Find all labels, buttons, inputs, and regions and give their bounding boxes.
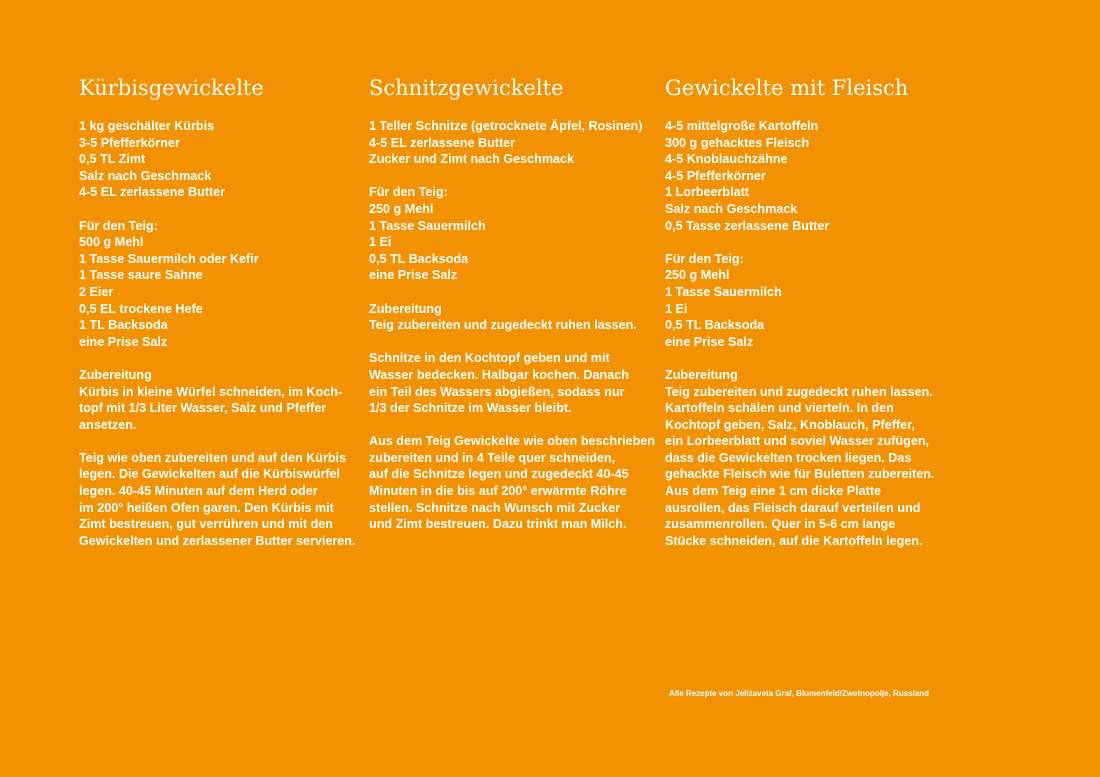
text-line: stellen. Schnitze nach Wunsch mit Zucker: [369, 500, 621, 515]
ingredients-block: [665, 118, 955, 234]
text-line: Kartoffeln schälen und vierteln. In den: [665, 401, 894, 416]
text-line: 0,5 TL Backsoda: [665, 318, 765, 333]
text-line: Wasser bedecken. Halbgar kochen. Danach: [369, 367, 629, 382]
text-line: 250 g Mehl: [369, 201, 434, 216]
dough-block: [665, 251, 955, 351]
text-line: 1 Ei: [665, 301, 688, 316]
text-line: 4-5 EL zerlassene Butter: [369, 135, 516, 150]
text-line: Zucker und Zimt nach Geschmack: [369, 152, 575, 167]
text-line: topf mit 1/3 Liter Wasser, Salz und Pfeffer: [79, 401, 327, 416]
text-line: 0,5 EL trockene Hefe: [79, 301, 203, 316]
text-line: ein Lorbeerblatt und soviel Wasser zufügen,: [665, 434, 930, 449]
preparation-block: [79, 367, 354, 433]
text-line: 3-5 Pfefferkörner: [79, 135, 180, 150]
text-line: 1 Ei: [369, 235, 392, 250]
text-line: 250 g Mehl: [665, 268, 730, 283]
text-line: Stücke schneiden, auf die Kartoffeln legen.: [665, 533, 923, 548]
text-line: 1 Tasse Sauermilch: [369, 218, 486, 233]
ingredients-block: [79, 118, 354, 201]
text-line: 4-5 Knoblauchzähne: [665, 152, 788, 167]
text-line: 500 g Mehl: [79, 235, 144, 250]
dough-block: [369, 184, 644, 284]
text-line: Für den Teig:: [665, 251, 744, 266]
text-line: 1 Tasse Sauermilch oder Kefir: [79, 251, 259, 266]
text-line: Salz nach Geschmack: [79, 168, 212, 183]
text-line: zubereiten und in 4 Teile quer schneiden,: [369, 450, 616, 465]
instructions-block: [79, 450, 354, 550]
text-line: ein Teil des Wassers abgießen, sodass nur: [369, 384, 625, 399]
text-line: 0,5 Tasse zerlassene Butter: [665, 218, 830, 233]
text-line: eine Prise Salz: [665, 334, 754, 349]
text-line: Für den Teig:: [369, 185, 448, 200]
text-line: Zubereitung: [369, 301, 442, 316]
text-line: Schnitze in den Kochtopf geben und mit: [369, 351, 610, 366]
text-line: ansetzen.: [79, 417, 137, 432]
text-line: 1 Teller Schnitze (getrocknete Äpfel, Rosinen): [369, 119, 643, 133]
text-line: legen. Die Gewickelten auf die Kürbiswürfel: [79, 467, 341, 482]
text-line: und Zimt bestreuen. Dazu trinkt man Milch.: [369, 517, 627, 532]
recipe-title: Kürbisgewickelte: [79, 76, 264, 100]
text-line: zusammenrollen. Quer in 5-6 cm lange: [665, 517, 896, 532]
text-line: 0,5 TL Zimt: [79, 152, 146, 167]
recipe-column-kuerbisgewickelte: [79, 74, 354, 566]
recipe-title: Gewickelte mit Fleisch: [665, 76, 909, 100]
text-line: Minuten in die bis auf 200° erwärmte Röhre: [369, 484, 627, 499]
text-line: Zimt bestreuen, gut verrühren und mit den: [79, 517, 333, 532]
text-line: Zubereitung: [665, 367, 738, 382]
text-line: 1 Lorbeerblatt: [665, 185, 749, 200]
text-line: 1/3 der Schnitze im Wasser bleibt.: [369, 401, 572, 416]
text-line: Salz nach Geschmack: [665, 201, 798, 216]
preparation-block: [665, 367, 955, 550]
recipe-column-gewickelte-mit-fleisch: [665, 74, 955, 566]
text-line: 1 kg geschälter Kürbis: [79, 119, 215, 133]
text-line: 0,5 TL Backsoda: [369, 251, 469, 266]
text-line: Zubereitung: [79, 367, 152, 382]
text-line: Gewickelten und zerlassener Butter servieren.: [79, 533, 356, 548]
text-line: 4-5 EL zerlassene Butter: [79, 185, 226, 200]
recipe-title: Schnitzgewickelte: [369, 76, 564, 100]
text-line: eine Prise Salz: [79, 334, 168, 349]
preparation-block: [369, 301, 644, 334]
text-line: ausrollen, das Fleisch darauf verteilen und: [665, 500, 921, 515]
text-line: Aus dem Teig Gewickelte wie oben beschrieben: [369, 434, 656, 449]
recipe-column-schnitzgewickelte: [369, 74, 656, 549]
text-line: 1 TL Backsoda: [79, 318, 168, 333]
recipe-credit-footer: Alle Rezepte von Jelizaveta Graf, Blumenfeld/Zwetnopolje, Russland: [669, 689, 930, 698]
text-line: Kürbis in kleine Würfel schneiden, im Koch-: [79, 384, 343, 399]
text-line: 4-5 mittelgroße Kartoffeln: [665, 119, 819, 133]
text-line: 4-5 Pfefferkörner: [665, 168, 766, 183]
text-line: Teig zubereiten und zugedeckt ruhen lassen.: [665, 384, 933, 399]
text-line: legen. 40-45 Minuten auf dem Herd oder: [79, 484, 318, 499]
text-line: eine Prise Salz: [369, 268, 458, 283]
ingredients-block: [369, 118, 644, 168]
text-line: Aus dem Teig eine 1 cm dicke Platte: [665, 484, 882, 499]
text-line: im 200° heißen Ofen garen. Den Kürbis mit: [79, 500, 334, 515]
dough-block: [79, 218, 354, 351]
text-line: 1 Tasse saure Sahne: [79, 268, 203, 283]
text-line: 1 Tasse Sauermilch: [665, 284, 782, 299]
text-line: Für den Teig:: [79, 218, 158, 233]
text-line: 2 Eier: [79, 284, 114, 299]
text-line: Kochtopf geben, Salz, Knoblauch, Pfeffer,: [665, 417, 915, 432]
text-line: Teig zubereiten und zugedeckt ruhen lassen.: [369, 318, 637, 333]
text-line: gehackte Fleisch wie für Buletten zubereiten.: [665, 467, 935, 482]
instructions-block: [369, 350, 644, 416]
text-line: dass die Gewickelten trocken liegen. Das: [665, 450, 912, 465]
text-line: 300 g gehacktes Fleisch: [665, 135, 810, 150]
instructions-block: [369, 433, 656, 533]
text-line: Teig wie oben zubereiten und auf den Kürbis: [79, 450, 347, 465]
text-line: auf die Schnitze legen und zugedeckt 40-45: [369, 467, 629, 482]
